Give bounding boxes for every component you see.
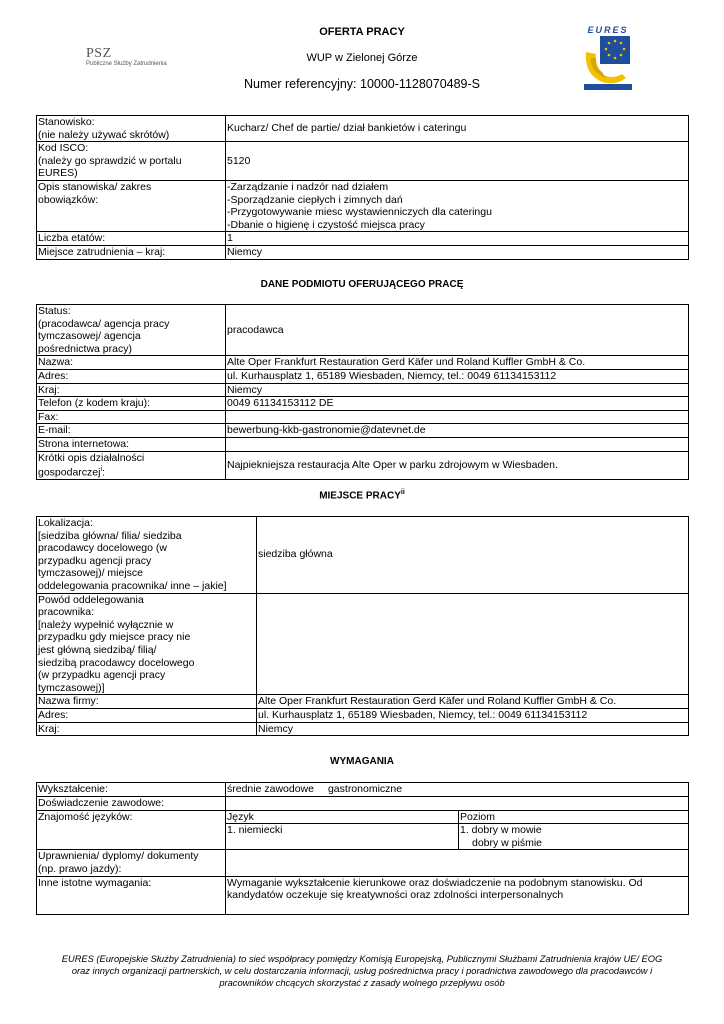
position-value: Kucharz/ Chef de partie/ dział bankietów i cateringu [226, 116, 689, 142]
other-requirements-value: Wymaganie wykształcenie kierunkowe oraz doświadczenie na podobnym stanowisku. Od kandydatów oczekuje się kreatywności oraz zdolności interpersonalnych [226, 876, 689, 914]
table-row [37, 783, 689, 797]
psz-logo-subtext: Publiczne Służby Zatrudnienia [86, 61, 167, 67]
table-row [37, 850, 689, 876]
country-label: Miejsce zatrudnienia – kraj: [37, 245, 226, 259]
table-row [37, 708, 689, 722]
country-value: Niemcy [257, 722, 689, 736]
table-row [37, 305, 689, 356]
table-row [37, 451, 689, 480]
requirements-table [36, 782, 689, 915]
name-value: Alte Oper Frankfurt Restauration Gerd Käfer und Roland Kuffler GmbH & Co. [226, 356, 689, 370]
education-label: Wykształcenie: [37, 783, 226, 797]
business-description-label: Krótki opis działalności gospodarczej$^i$: [37, 451, 226, 480]
requirements-section-title: WYMAGANIA [330, 756, 394, 767]
psz-logo-text: PSZ [86, 46, 112, 61]
employer-table [36, 304, 689, 480]
address-value: ul. Kurhausplatz 1, 65189 Wiesbaden, Niemcy, tel.: 0049 61134153112 [257, 708, 689, 722]
table-row [37, 116, 689, 142]
delegation-reason-label: Powód oddelegowania pracownika: [należy wypełnić wyłącznie w przypadku gdy miejsce pracy nie jest główną siedzibą/ filią/ siedzibą pracodawcy docelowego (w przypadku agencji pracy tymczasowej)] [37, 593, 257, 695]
office-name: WUP w Zielonej Górze [306, 52, 418, 64]
job-table [36, 115, 689, 260]
footnote-marker: ii [400, 489, 405, 496]
positions-count-value: 1 [226, 232, 689, 246]
table-row [37, 593, 689, 695]
fax-value [226, 410, 689, 424]
phone-value: 0049 61134153112 DE [226, 397, 689, 411]
page-title: OFERTA PRACY [319, 26, 405, 38]
company-name-value: Alte Oper Frankfurt Restauration Gerd Käfer und Roland Kuffler GmbH & Co. [257, 695, 689, 709]
education-value: średnie zawodowe gastronomiczne [226, 783, 689, 797]
country-value: Niemcy [226, 383, 689, 397]
reference-number: Numer referencyjny: 10000-1128070489-S [243, 77, 481, 91]
table-row [37, 356, 689, 370]
isco-label: Kod ISCO: (należy go sprawdzić w portalu EURES) [37, 142, 226, 181]
experience-value [226, 797, 689, 811]
email-label: E-mail: [37, 424, 226, 438]
table-row [37, 410, 689, 424]
status-label: Status: (pracodawca/ agencja pracy tymczasowej/ agencja pośrednictwa pracy) [37, 305, 226, 356]
languages-label: Znajomość języków: [37, 810, 226, 850]
email-value: bewerbung-kkb-gastronomie@datevnet.de [226, 424, 689, 438]
psz-logo [86, 46, 167, 67]
level-value: 1. dobry w mowie dobry w piśmie [459, 824, 689, 850]
eures-logo [582, 24, 634, 92]
table-row [37, 369, 689, 383]
description-label: Opis stanowiska/ zakres obowiązków: [37, 180, 226, 231]
name-label: Nazwa: [37, 356, 226, 370]
location-value: siedziba główna [257, 517, 689, 594]
website-label: Strona internetowa: [37, 437, 226, 451]
table-row [37, 180, 689, 231]
employer-section-title: DANE PODMIOTU OFERUJĄCEGO PRACĘ [260, 279, 464, 290]
workplace-section-title: MIEJSCE PRACY$^{ii}$ [319, 489, 405, 502]
positions-count-label: Liczba etatów: [37, 232, 226, 246]
table-row [37, 397, 689, 411]
language-header: Język [226, 810, 459, 824]
table-row [37, 232, 689, 246]
table-row [37, 517, 689, 594]
qualifications-value [226, 850, 689, 876]
table-row [37, 383, 689, 397]
country-value: Niemcy [226, 245, 689, 259]
address-label: Adres: [37, 708, 257, 722]
location-label: Lokalizacja: [siedziba główna/ filia/ siedziba pracodawcy docelowego (w przypadku agencji pracy tymczasowej)/ miejsce oddelegowania pracownika/ inne – jakie] [37, 517, 257, 594]
isco-value: 5120 [226, 142, 689, 181]
phone-label: Telefon (z kodem kraju): [37, 397, 226, 411]
fax-label: Fax: [37, 410, 226, 424]
status-value: pracodawca [226, 305, 689, 356]
table-row [37, 797, 689, 811]
table-row [37, 810, 689, 824]
level-header: Poziom [459, 810, 689, 824]
business-description-value: Najpiekniejsza restauracja Alte Oper w parku zdrojowym w Wiesbaden. [226, 451, 689, 480]
other-requirements-label: Inne istotne wymagania: [37, 876, 226, 914]
website-value [226, 437, 689, 451]
table-row [37, 437, 689, 451]
table-row [37, 424, 689, 438]
company-name-label: Nazwa firmy: [37, 695, 257, 709]
footnote-marker: i [100, 466, 103, 474]
eures-logo-icon [582, 24, 634, 92]
table-row [37, 876, 689, 914]
workplace-table [36, 516, 689, 736]
delegation-reason-value [257, 593, 689, 695]
address-value: ul. Kurhausplatz 1, 65189 Wiesbaden, Niemcy, tel.: 0049 61134153112 [226, 369, 689, 383]
position-label: Stanowisko: (nie należy używać skrótów) [37, 116, 226, 142]
table-row [37, 695, 689, 709]
address-label: Adres: [37, 369, 226, 383]
qualifications-label: Uprawnienia/ dyplomy/ dokumenty (np. prawo jazdy): [37, 850, 226, 876]
table-row [37, 245, 689, 259]
table-row [37, 142, 689, 181]
experience-label: Doświadczenie zawodowe: [37, 797, 226, 811]
language-value: 1. niemiecki [226, 824, 459, 850]
footer-note: EURES (Europejskie Służby Zatrudnienia) to sieć współpracy pomiędzy Komisją Europejską, Publicznymi Służbami Zatrudnienia krajów UE/ EOG oraz innych organizacji partnerskich, w celu dostarczania informacji, usług pośrednictwa pracy i poradnictwa zawodowego dla pracodawców i pracowników chcących skorzystać z zasady wolnego przepływu osób [61, 954, 663, 988]
country-label: Kraj: [37, 383, 226, 397]
country-label: Kraj: [37, 722, 257, 736]
eures-logo-text: EURES [587, 25, 629, 35]
table-row [37, 722, 689, 736]
description-value: -Zarządzanie i nadzór nad działem -Sporządzanie ciepłych i zimnych dań -Przygotowywanie miesc wystawienniczych dla cateringu -Dbanie o higienę i czystość miejsca pracy [226, 180, 689, 231]
